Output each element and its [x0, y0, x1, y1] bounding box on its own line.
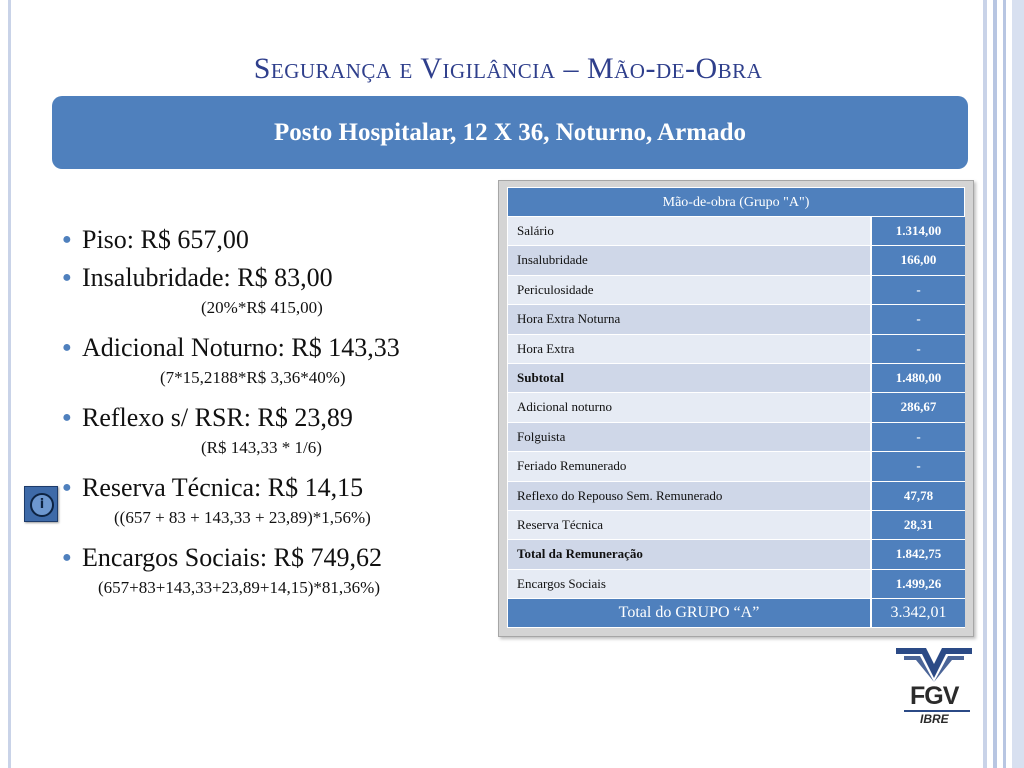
table-row [507, 246, 965, 275]
row-label: Salário [508, 217, 872, 246]
row-value: - [872, 276, 965, 305]
row-label: Hora Extra [508, 335, 872, 364]
bullet-subtext: (657+83+143,33+23,89+14,15)*81,36%) [98, 578, 380, 597]
row-value: - [872, 423, 965, 452]
row-label: Subtotal [508, 364, 872, 393]
bullet-text: Reserva Técnica: R$ 14,15 [82, 473, 364, 502]
row-value: 28,31 [872, 511, 965, 540]
slide-frame-right [993, 0, 997, 768]
row-value: - [872, 452, 965, 481]
info-button[interactable] [24, 486, 58, 522]
row-label: Insalubridade [508, 246, 872, 275]
bullet-list [62, 222, 482, 610]
table-row [507, 540, 965, 569]
row-label: Adicional noturno [508, 393, 872, 422]
bullet-icon: ● [62, 269, 72, 286]
row-label: Total da Remuneração [508, 540, 872, 569]
table-row [507, 482, 965, 511]
row-value: - [872, 305, 965, 334]
bullet-icon: ● [62, 549, 72, 566]
slide-frame-right [1012, 0, 1024, 768]
bullet-text: Insalubridade: R$ 83,00 [82, 263, 333, 292]
row-label: Encargos Sociais [508, 570, 872, 599]
info-icon: i [30, 493, 54, 517]
fgv-logo-mark-icon [896, 648, 972, 682]
total-value: 3.342,01 [872, 599, 965, 628]
bullet-text: Piso: R$ 657,00 [82, 225, 249, 254]
bullet-item [62, 222, 482, 260]
bullet-icon: ● [62, 231, 72, 248]
bullet-text: Reflexo s/ RSR: R$ 23,89 [82, 403, 353, 432]
bullet-item [62, 540, 482, 576]
bullet-text: Adicional Noturno: R$ 143,33 [82, 333, 400, 362]
row-value: 47,78 [872, 482, 965, 511]
bullet-subtext: (20%*R$ 415,00) [201, 298, 323, 317]
table-row [507, 217, 965, 246]
bullet-subtext: (R$ 143,33 * 1/6) [201, 438, 322, 457]
table-total-row [507, 599, 965, 628]
logo-subtext: IBRE [920, 712, 949, 726]
table-row [507, 511, 965, 540]
row-value: 286,67 [872, 393, 965, 422]
row-label: Reserva Técnica [508, 511, 872, 540]
row-label: Hora Extra Noturna [508, 305, 872, 334]
fgv-ibre-logo [896, 648, 972, 730]
bullet-item [62, 470, 482, 506]
labor-cost-table [498, 180, 974, 637]
row-value: - [872, 335, 965, 364]
row-label: Feriado Remunerado [508, 452, 872, 481]
bullet-item [62, 330, 482, 366]
slide-frame-right [983, 0, 987, 768]
table-row [507, 276, 965, 305]
logo-text: FGV [910, 682, 959, 710]
row-value: 1.499,26 [872, 570, 965, 599]
table-row [507, 393, 965, 422]
row-value: 166,00 [872, 246, 965, 275]
table-row [507, 452, 965, 481]
bullet-text: Encargos Sociais: R$ 749,62 [82, 543, 382, 572]
bullet-item [62, 400, 482, 436]
table-header: Mão-de-obra (Grupo "A") [507, 187, 965, 217]
table-row [507, 570, 965, 599]
bullet-subtext: ((657 + 83 + 143,33 + 23,89)*1,56%) [114, 508, 371, 527]
row-value: 1.842,75 [872, 540, 965, 569]
slide-banner: Posto Hospitalar, 12 X 36, Noturno, Armado [52, 96, 968, 169]
bullet-icon: ● [62, 409, 72, 426]
table-row [507, 305, 965, 334]
bullet-icon: ● [62, 479, 72, 496]
row-label: Reflexo do Repouso Sem. Remunerado [508, 482, 872, 511]
row-label: Periculosidade [508, 276, 872, 305]
slide-frame-left [8, 0, 11, 768]
bullet-icon: ● [62, 339, 72, 356]
total-label: Total do GRUPO “A” [508, 599, 872, 628]
row-value: 1.314,00 [872, 217, 965, 246]
table-body [507, 187, 965, 628]
slide-frame-right [1003, 0, 1006, 768]
table-row [507, 335, 965, 364]
row-value: 1.480,00 [872, 364, 965, 393]
table-row [507, 364, 965, 393]
table-rows [507, 217, 965, 599]
table-row [507, 423, 965, 452]
bullet-subtext: (7*15,2188*R$ 3,36*40%) [160, 368, 346, 387]
bullet-item [62, 260, 482, 296]
row-label: Folguista [508, 423, 872, 452]
slide-title: Segurança e Vigilância – Mão-de-Obra [253, 52, 763, 85]
